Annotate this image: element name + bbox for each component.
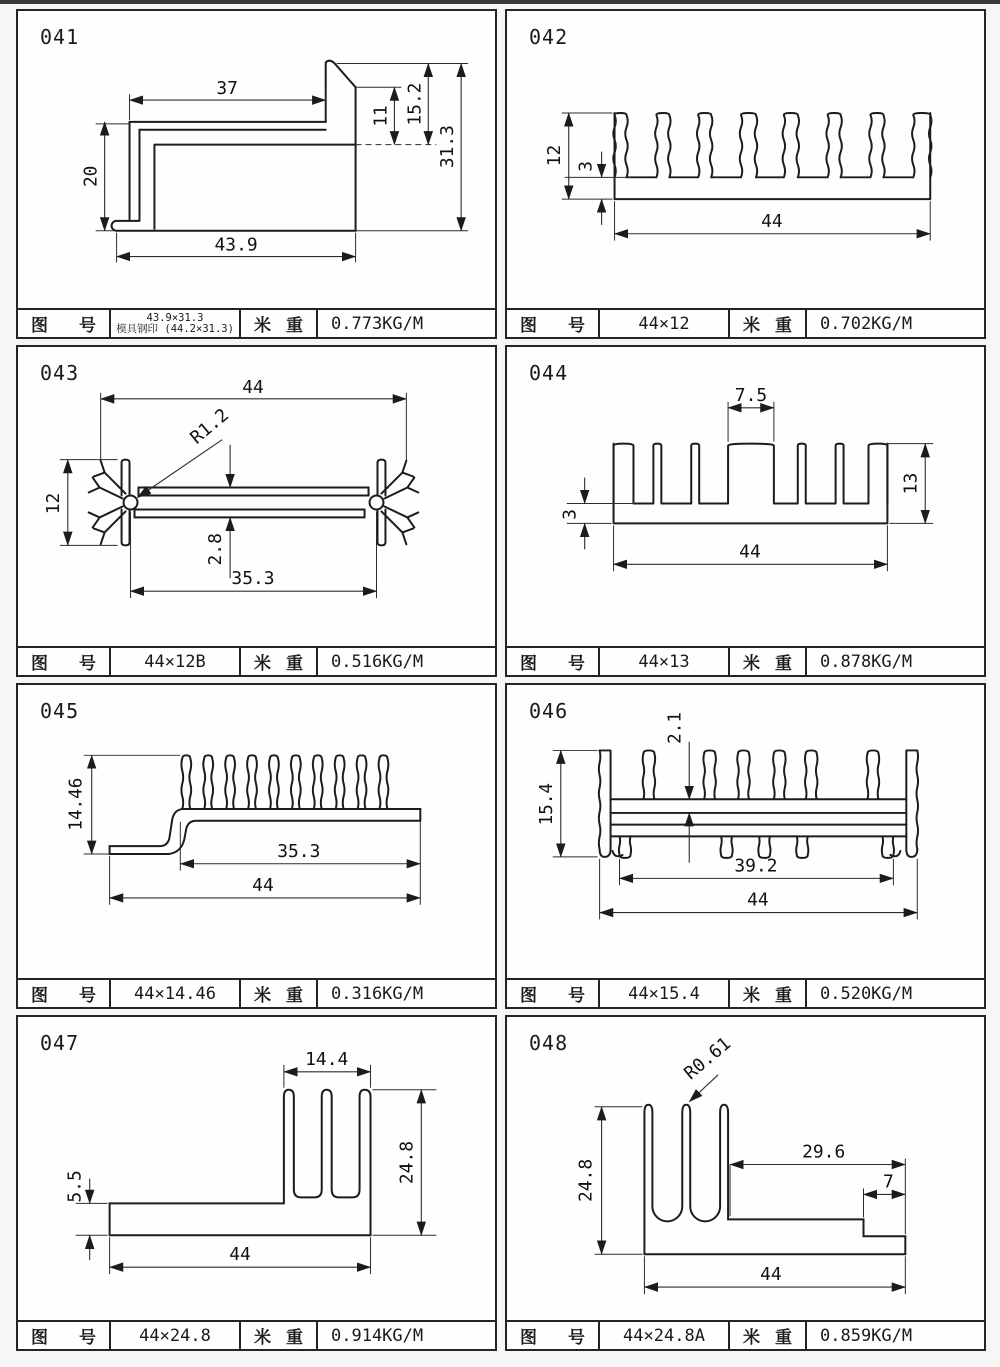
dimension-label: 44 (229, 1244, 251, 1266)
profile-drawing-043 (18, 347, 495, 646)
drawing-number: 047 (40, 1031, 80, 1055)
size-value: 44×15.4 (600, 980, 730, 1007)
dimension-label: 12 (543, 144, 565, 167)
fig-no-label: 图 号 (18, 648, 111, 675)
dimension-label: R0.61 (680, 1033, 736, 1085)
profile-drawing-045 (18, 685, 495, 978)
dimension-label: 35.3 (277, 842, 321, 862)
weight-label: 米 重 (730, 980, 807, 1007)
fig-no-label: 图 号 (507, 310, 600, 337)
weight-label: 米 重 (730, 648, 807, 675)
fig-no-label: 图 号 (507, 1322, 600, 1349)
dimension-label: 44 (747, 890, 769, 911)
dimension-label: 15.4 (536, 782, 557, 826)
dimension-label: 44 (252, 876, 274, 897)
weight-label: 米 重 (241, 980, 318, 1007)
dimension-label: 12 (42, 492, 64, 515)
drawing-number: 046 (529, 699, 569, 723)
dimension-label: 3 (559, 509, 581, 520)
profile-drawing-048 (507, 1017, 984, 1320)
profile-drawing-042 (507, 11, 984, 308)
profile-drawing-047 (18, 1017, 495, 1320)
dimension-label: 44 (760, 1264, 782, 1286)
weight-label: 米 重 (730, 310, 807, 337)
dimension-label: 11 (370, 105, 392, 127)
fig-no-label: 图 号 (18, 310, 111, 337)
size-value: 44×24.8 (111, 1322, 241, 1349)
dimension-label: 24.8 (396, 1140, 418, 1185)
dimension-label: 35.3 (231, 568, 275, 590)
drawing-number: 048 (529, 1031, 569, 1055)
drawing-number: 044 (529, 361, 569, 385)
weight-label: 米 重 (730, 1322, 807, 1349)
title-block (18, 978, 495, 1007)
weight-value: 0.914KG/M (331, 1325, 424, 1346)
fig-no-label: 图 号 (507, 648, 600, 675)
dimension-label: 44 (242, 376, 264, 398)
profile-cell-043 (16, 345, 497, 677)
size-value: 43.9×31.3 模具钢印 (44.2×31.3) (111, 310, 241, 337)
dimension-label: 7.5 (734, 384, 768, 406)
dimension-label: 13 (900, 472, 922, 495)
profile-cell-047 (16, 1015, 497, 1351)
weight-value: 0.316KG/M (331, 983, 424, 1004)
size-value: 44×14.46 (111, 980, 241, 1007)
dimension-label: 31.3 (437, 125, 459, 169)
weight-value: 0.520KG/M (820, 983, 913, 1004)
size-value: 44×12 (600, 310, 730, 337)
title-block (507, 646, 984, 675)
dimension-label: 14.46 (66, 777, 87, 831)
profile-cell-045 (16, 683, 497, 1009)
drawing-number: 041 (40, 25, 80, 49)
profile-drawing-044 (507, 347, 984, 646)
title-block (507, 978, 984, 1007)
size-value: 44×13 (600, 648, 730, 675)
profile-cell-044 (505, 345, 986, 677)
fig-no-label: 图 号 (18, 1322, 111, 1349)
fig-no-label: 图 号 (18, 980, 111, 1007)
size-value: 44×12B (111, 648, 241, 675)
title-block (507, 1320, 984, 1349)
profile-cell-048 (505, 1015, 986, 1351)
title-block (507, 308, 984, 337)
title-block (18, 308, 495, 337)
dimension-label: 37 (216, 78, 238, 100)
dimension-label: 5.5 (64, 1170, 86, 1203)
size-value: 44×24.8A (600, 1322, 730, 1349)
dimension-label: 24.8 (575, 1158, 597, 1203)
weight-value: 0.773KG/M (331, 313, 424, 334)
weight-label: 米 重 (241, 310, 318, 337)
profile-drawing-046 (507, 685, 984, 978)
dimension-label: R1.2 (186, 404, 233, 449)
dimension-label: 3 (575, 161, 597, 172)
dimension-label: 2.8 (205, 533, 227, 566)
dimension-label: 43.9 (214, 234, 258, 256)
weight-label: 米 重 (241, 1322, 318, 1349)
dimension-label: 7 (883, 1171, 894, 1193)
fig-no-label: 图 号 (507, 980, 600, 1007)
weight-value: 0.702KG/M (820, 313, 913, 334)
profile-drawing-041 (18, 11, 495, 308)
dimension-label: 29.6 (802, 1141, 846, 1163)
dimension-label: 44 (761, 210, 783, 232)
drawing-number: 042 (529, 25, 569, 49)
profile-cell-042 (505, 9, 986, 339)
profile-cell-046 (505, 683, 986, 1009)
weight-value: 0.859KG/M (820, 1325, 913, 1346)
profile-cell-041 (16, 9, 497, 339)
dimension-label: 44 (739, 541, 761, 563)
dimension-label: 39.2 (734, 856, 778, 877)
drawing-number: 045 (40, 699, 80, 723)
weight-label: 米 重 (241, 648, 318, 675)
dimension-label: 20 (80, 165, 102, 188)
dimension-label: 14.4 (305, 1048, 349, 1070)
title-block (18, 1320, 495, 1349)
weight-value: 0.878KG/M (820, 651, 913, 672)
dimension-label: 15.2 (404, 82, 426, 126)
drawing-number: 043 (40, 361, 80, 385)
title-block (18, 646, 495, 675)
weight-value: 0.516KG/M (331, 651, 424, 672)
dimension-label: 2.1 (665, 712, 686, 744)
